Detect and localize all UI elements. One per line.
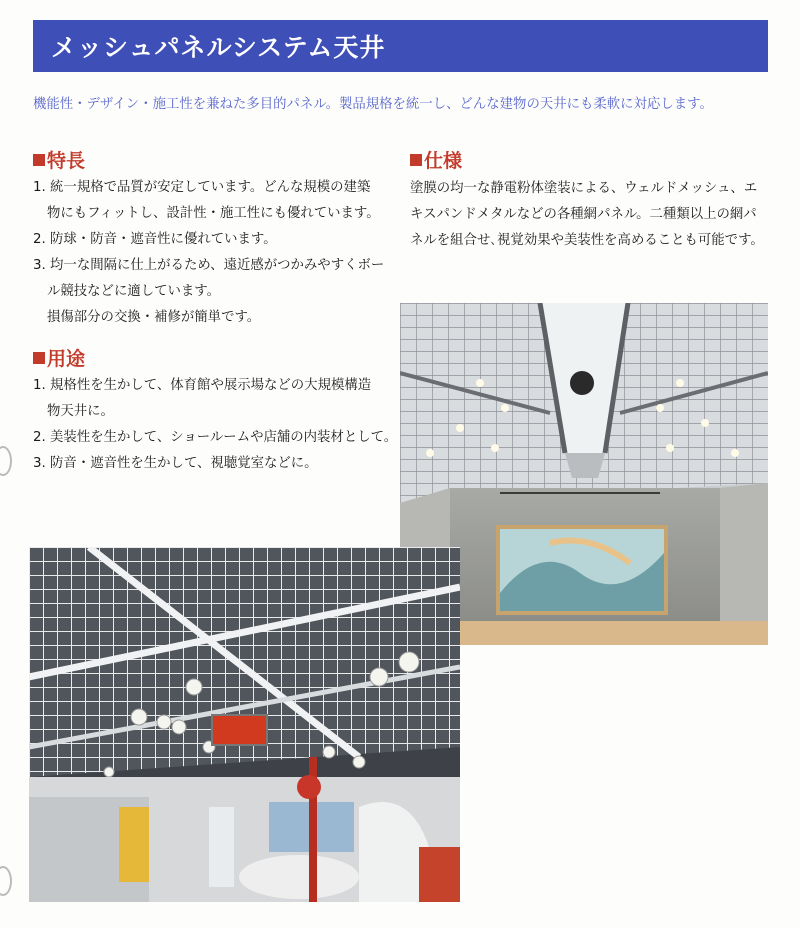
- features-heading-label: 特長: [47, 150, 86, 172]
- features-heading: [33, 146, 85, 173]
- page-title: メッシュパネルシステム天井: [51, 33, 386, 62]
- spec-line: キスパンドメタルなどの各種網パネル。二種類以上の網パ: [410, 207, 757, 222]
- list-item: 3. 防音・遮音性を生かして、視聴覚室などに。: [33, 456, 318, 471]
- binding-hole-mark: [0, 446, 12, 476]
- intro-text: 機能性・デザイン・施工性を兼ねた多目的パネル。製品規格を統一し、どんな建物の天井にも柔軟に対応します。: [33, 97, 713, 112]
- binding-hole-mark: [0, 866, 12, 896]
- square-bullet-icon: [410, 154, 422, 166]
- list-item: 物天井に。: [47, 404, 114, 419]
- spec-heading: [410, 146, 462, 173]
- uses-list: [33, 373, 397, 477]
- list-item: 1. 規格性を生かして、体育館や展示場などの大規模構造: [33, 378, 372, 393]
- list-item: 1. 統一規格で品質が安定しています。どんな規模の建築: [33, 180, 371, 195]
- square-bullet-icon: [33, 154, 45, 166]
- list-item: 物にもフィットし、設計性・施工性にも優れています。: [47, 206, 380, 221]
- list-item: 3. 均一な間隔に仕上がるため、遠近感がつかみやすくボー: [33, 258, 385, 273]
- square-bullet-icon: [33, 352, 45, 364]
- list-item: 2. 防球・防音・遮音性に優れています。: [33, 232, 277, 247]
- spec-heading-label: 仕様: [424, 150, 463, 172]
- list-item: ル競技などに適しています。: [47, 284, 221, 299]
- list-item: 2. 美装性を生かして、ショールームや店舗の内装材として。: [33, 430, 398, 445]
- spec-line: ネルを組合せ､視覚効果や美装性を高めることも可能です。: [410, 233, 764, 248]
- spec-line: 塗膜の均一な静電粉体塗装による、ウェルドメッシュ、エ: [410, 181, 758, 196]
- spec-text: [410, 176, 780, 254]
- uses-heading: [33, 344, 85, 371]
- list-item: 損傷部分の交換・補修が簡単です。: [47, 310, 261, 325]
- features-list: [33, 175, 384, 331]
- showroom-ceiling-photo: [29, 547, 460, 902]
- title-banner: [33, 20, 768, 72]
- uses-heading-label: 用途: [47, 348, 86, 370]
